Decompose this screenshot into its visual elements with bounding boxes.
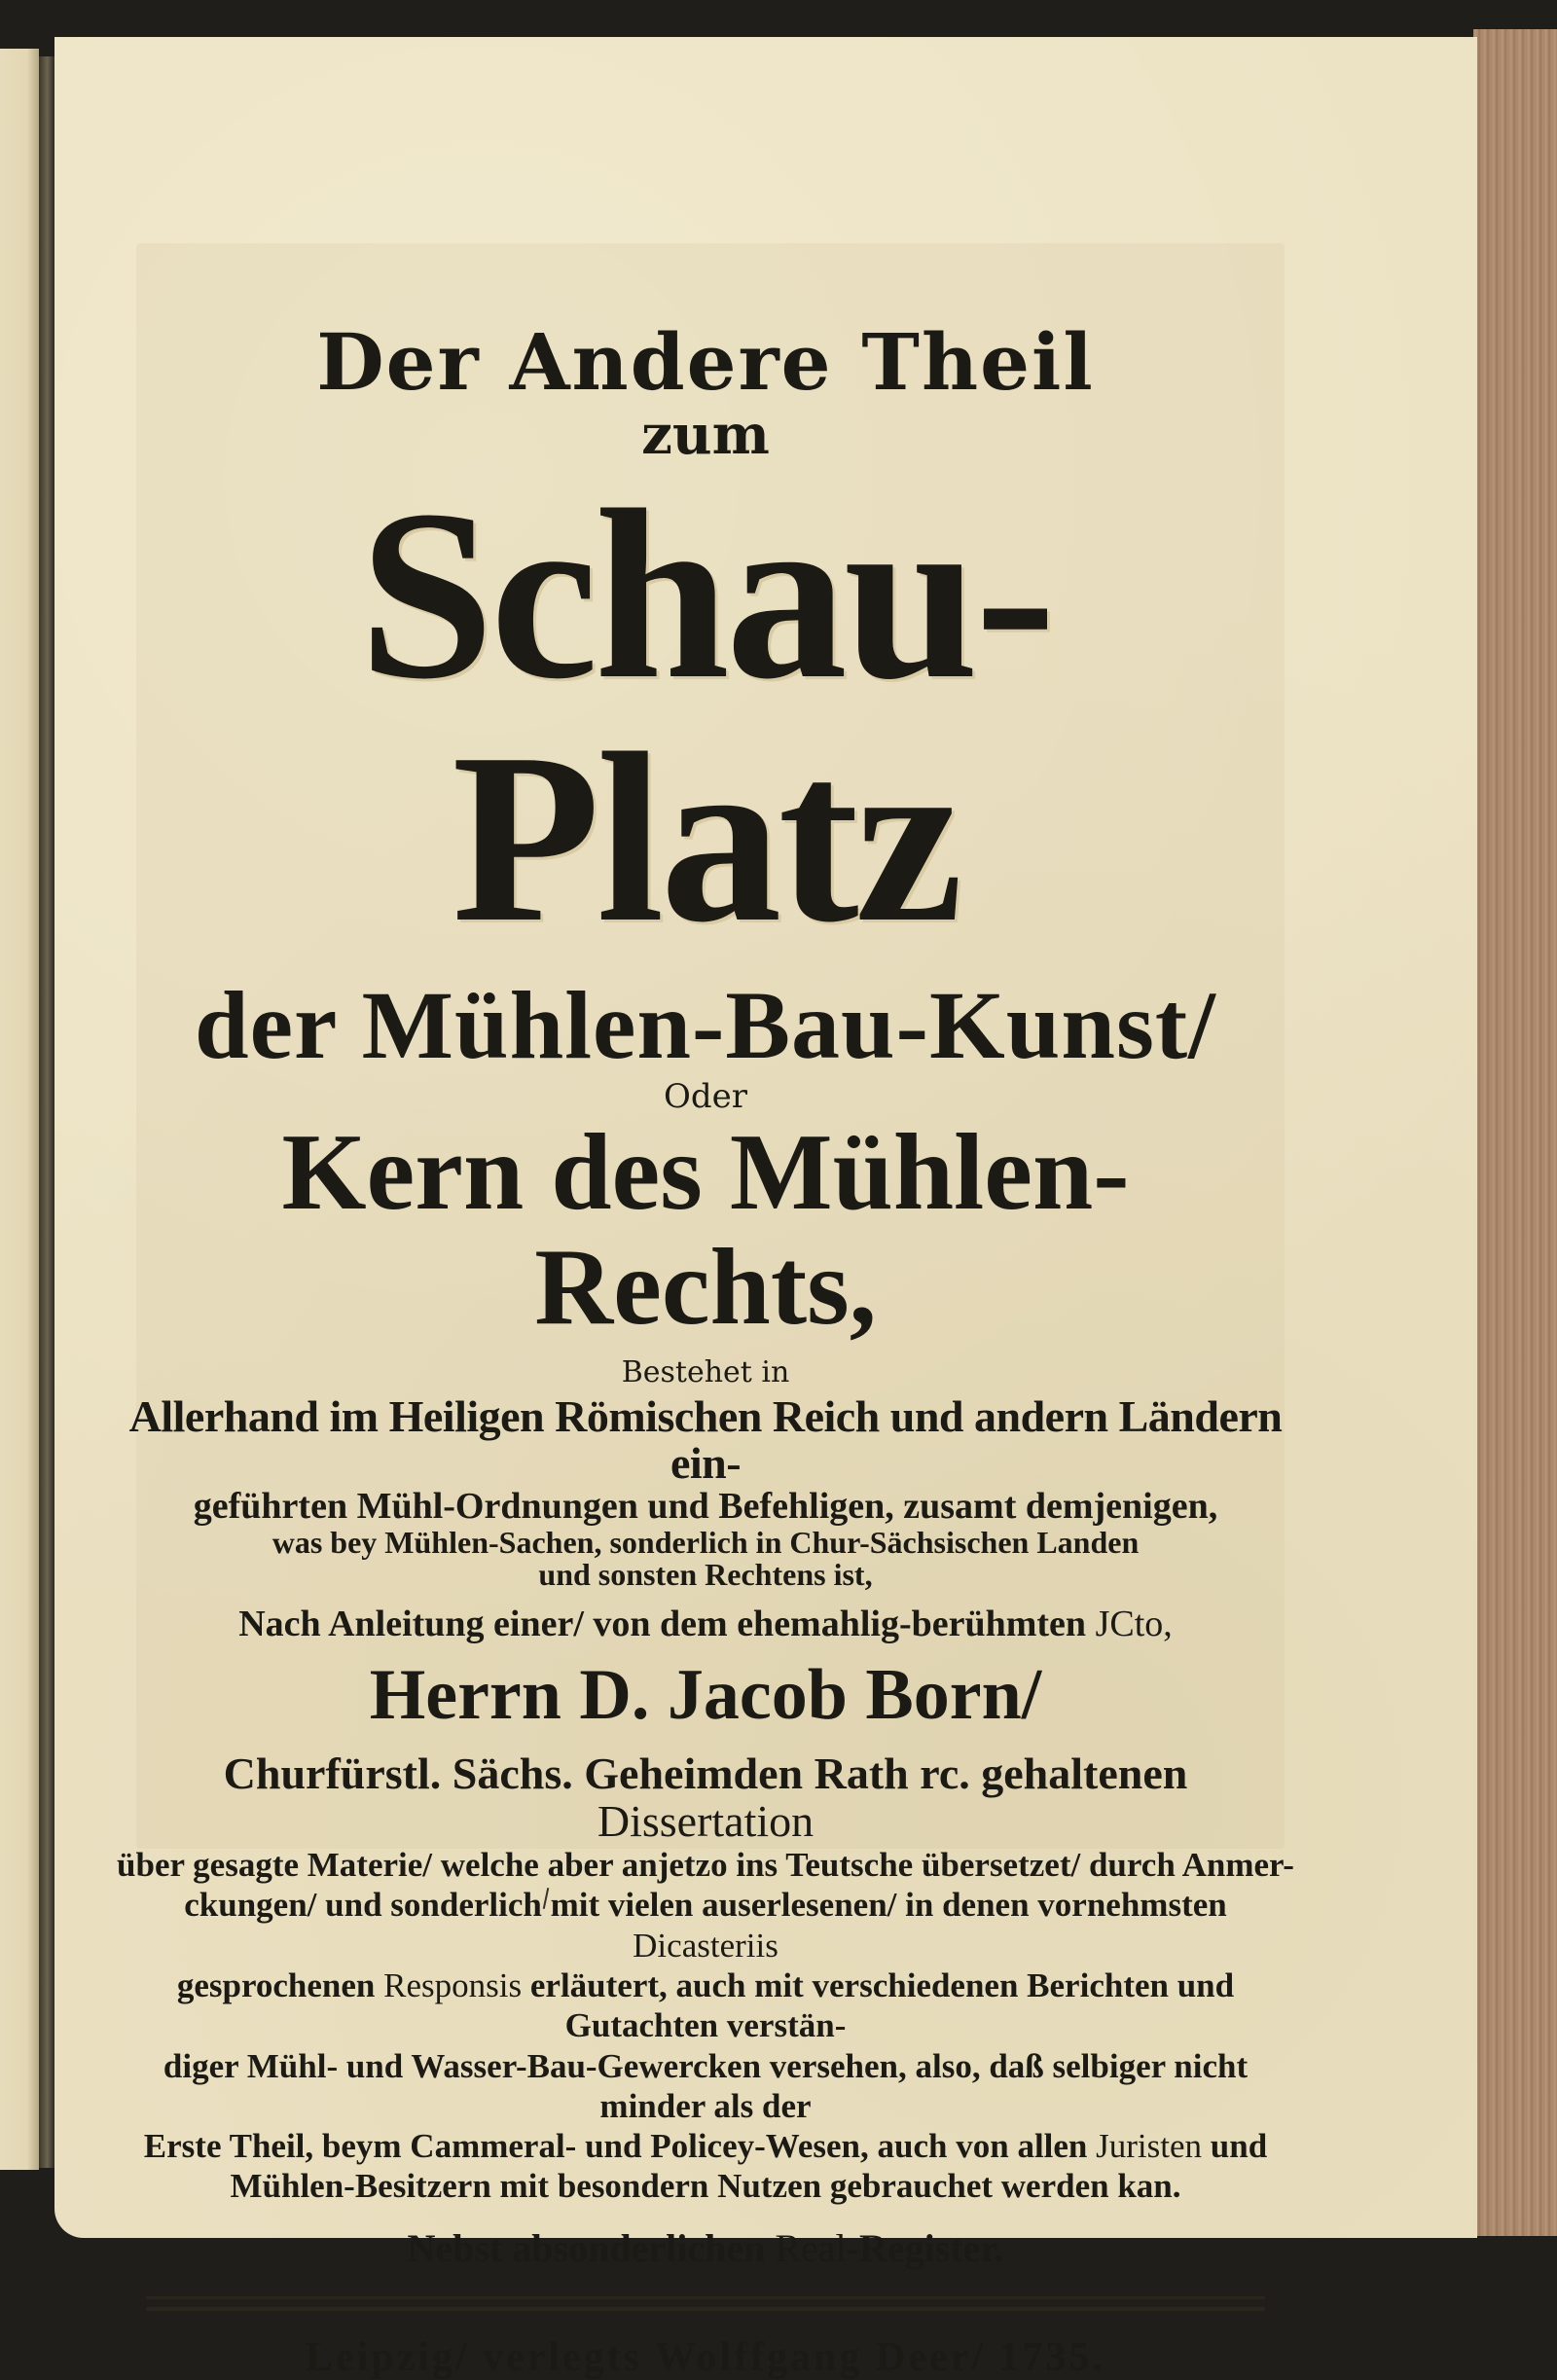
description-line-1: Allerhand im Heiligen Römischen Reich und andern Ländern ein- [128, 1391, 1283, 1489]
title-line-andere-theil: Der Andere Theil [316, 316, 1095, 408]
paragraph-line [117, 1885, 1294, 1965]
para-roman: Dicasteriis [633, 1926, 778, 1965]
para-roman: Responsis [383, 1965, 523, 2004]
author-title-roman: Dissertation [597, 1795, 815, 1846]
para-text: erläutert, auch mit verschiedenen Berichten und Gutachten verstän- [522, 1965, 1235, 2045]
register-roman: Real [775, 2225, 847, 2270]
paragraph-line [117, 2046, 1294, 2127]
paragraph-line [117, 2166, 1294, 2206]
subtitle-kern-des-muehlen-rechts: Kern des Mühlen-Rechts, [281, 1112, 1130, 1349]
para-text: gesprochenen [176, 1965, 384, 2004]
title-line-bestehet: Bestehet in [621, 1354, 790, 1389]
title-line-zum: zum [641, 403, 770, 467]
double-rule-divider [146, 2296, 1265, 2311]
rule-bottom [146, 2307, 1265, 2311]
rule-top [146, 2296, 1265, 2299]
title-line-oder: Oder [663, 1076, 747, 1116]
register-text: Nebst absonderlichen [407, 2225, 776, 2270]
para-text: Mühlen-Besitzern mit besondern Nutzen gebrauchet werden kan. [230, 2167, 1181, 2206]
para-text: und [1202, 2127, 1268, 2166]
register-text: -Register. [846, 2225, 1004, 2270]
book-fore-edge [1473, 29, 1557, 2236]
author-title-line [117, 1750, 1294, 1845]
author-name: Herrn D. Jacob Born/ [369, 1654, 1042, 1735]
title-block [117, 311, 1294, 2379]
para-text: Erste Theil, beym Cammeral- und Policey-Wesen, auch von allen [143, 2127, 1097, 2166]
main-title-schau-platz: Schau-Platz [358, 459, 1053, 973]
register-note [117, 2225, 1294, 2270]
description-line-2: geführten Mühl-Ordnungen und Befehligen, zusamt demjenigen, [193, 1485, 1218, 1527]
subtitle-muehlen-bau-kunst: der Mühlen-Bau-Kunst/ [195, 970, 1216, 1079]
para-roman: Juristen [1096, 2127, 1203, 2166]
attribution-line [117, 1605, 1294, 1644]
imprint-line: Leipzig/ verlegts Wolffgang Deer/ 1735. [306, 2334, 1105, 2380]
book-gutter [39, 56, 54, 2168]
para-text: diger Mühl- und Wasser-Bau-Gewercken versehen, also, daß selbiger nicht minder als der [163, 2046, 1249, 2125]
paragraph-line [117, 2126, 1294, 2166]
description-line-3: was bey Mühlen-Sachen, sonderlich in Chur-Sächsischen Landen [272, 1524, 1140, 1560]
attribution-roman: JCto, [1095, 1603, 1173, 1644]
para-text: ckungen/ und sonderlich mit vielen auserlesenen/ in denen vornehmsten [184, 1886, 1227, 1925]
facing-page-edge [0, 49, 39, 2170]
paragraph-line [117, 1965, 1294, 2046]
para-text: über gesagte Materie/ welche aber anjetzo ins Teutsche übersetzet/ durch Anmer- [117, 1846, 1294, 1885]
author-title-text: Churfürstl. Sächs. Geheimden Rath rc. gehaltenen [223, 1749, 1188, 1799]
paragraph-line [117, 1845, 1294, 1885]
attribution-text: Nach Anleitung einer/ von dem ehemahlig-berühmten [238, 1603, 1096, 1644]
description-line-4: und sonsten Rechtens ist, [538, 1557, 873, 1593]
